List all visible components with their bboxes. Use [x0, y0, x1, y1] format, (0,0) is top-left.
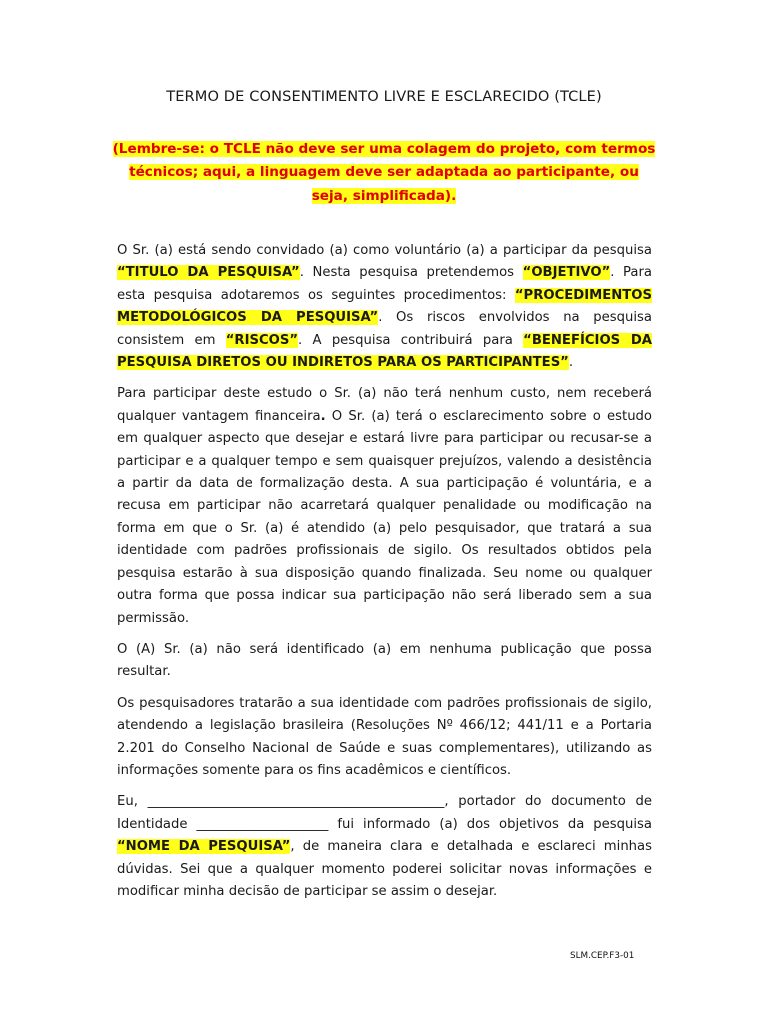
paragraph-confidentiality: Os pesquisadores tratarão a sua identidade com padrões profissionais de sigilo, atendendo a legislação brasileira (Resoluções Nº 466/12; 441/11 e a Portaria 2.201 do Conselho Nacional de Saúde e suas complementares), utilizando as informações somente para os fins acadêmicos e científicos.: [117, 695, 652, 778]
text-segment: . A pesquisa contribuirá para: [298, 332, 524, 348]
field-beneficios: “BENEFÍCIOS DA PESQUISA DIRETOS OU INDIRETOS PARA OS PARTICIPANTES”: [117, 332, 652, 371]
reminder-text: (Lembre-se: o TCLE não deve ser uma colagem do projeto, com termos técnicos; aqui, a linguagem deve ser adaptada ao participante, ou seja, simplificada).: [112, 141, 656, 204]
document-title: TERMO DE CONSENTIMENTO LIVRE E ESCLARECIDO (TCLE): [166, 88, 602, 105]
text-segment: . Os riscos envolvidos na pesquisa consistem em: [117, 310, 652, 348]
field-nome-pesquisa: “NOME DA PESQUISA”: [117, 839, 291, 855]
paragraph-invitation: [117, 240, 652, 374]
reminder-note: [110, 138, 658, 208]
text-segment: O Sr. (a) terá o esclarecimento sobre o estudo em qualquer aspecto que desejar e estará livre para participar ou recusar-se a participar e a qualquer tempo e sem quaisquer prejuízos, valendo a desistência a partir da data de formalização desta. A sua participação é voluntária, e a recusa em participar não acarretará qualquer penalidade ou modificação na forma em que o Sr. (a) é atendido (a) pelo pesquisador, que tratará a sua identidade com padrões profissionais de sigilo. Os resultados obtidos pela pesquisa estarão à sua disposição quando finalizada. Seu nome ou qualquer outra forma que possa indicar sua participação não será liberado sem a sua permissão.: [117, 408, 652, 626]
document-body: [117, 240, 652, 912]
paragraph-declaration: [117, 791, 652, 903]
text-segment: .: [320, 408, 326, 424]
paragraph-anonymity: O (A) Sr. (a) não será identificado (a) em nenhuma publicação que possa resultar.: [117, 641, 652, 680]
text-segment: . Para esta pesquisa adotaremos os seguintes procedimentos:: [117, 265, 652, 303]
text-segment: Eu, _____________________________________________, portador do documento de Identidade ____________________ fui informado (a) dos objetivos da pesquisa: [117, 794, 652, 832]
field-procedimentos: “PROCEDIMENTOS METODOLÓGICOS DA PESQUISA”: [117, 287, 652, 326]
text-segment: . Nesta pesquisa pretendemos: [299, 265, 523, 281]
field-titulo-pesquisa: “TITULO DA PESQUISA”: [117, 265, 300, 281]
field-objetivo: “OBJETIVO”: [522, 265, 611, 281]
field-riscos: “RISCOS”: [225, 332, 299, 348]
text-segment: .: [568, 355, 574, 371]
text-segment: , de maneira clara e detalhada e esclareci minhas dúvidas. Sei que a qualquer momento poderei solicitar novas informações e modificar minha decisão de participar se assim o desejar.: [117, 839, 652, 899]
text-segment: O Sr. (a) está sendo convidado (a) como voluntário (a) a participar da pesquisa: [117, 243, 652, 258]
paragraph-costs-rights: [117, 383, 652, 629]
text-segment: Para participar deste estudo o Sr. (a) não terá nenhum custo, nem receberá qualquer vantagem financeira: [117, 386, 652, 424]
footer-form-code: SLM.CEP.F3-01: [570, 951, 635, 961]
